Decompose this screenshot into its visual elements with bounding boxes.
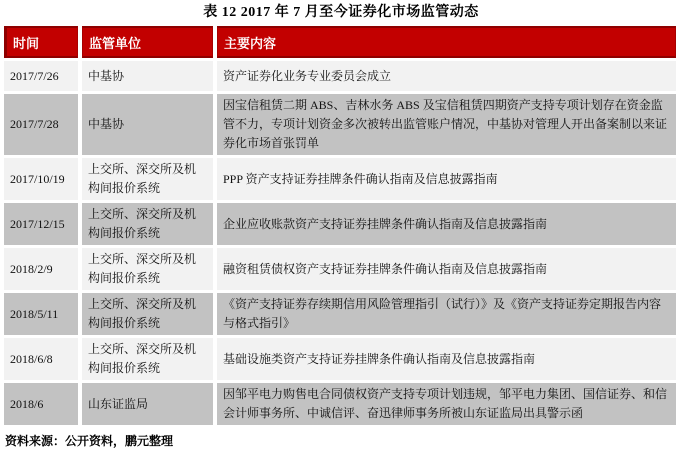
data-source-note: 资料来源：公开资料，鹏元整理	[5, 434, 174, 448]
header-cell-content: 主要内容	[217, 26, 676, 58]
cell-content: 融资租赁债权资产支持证券挂牌条件确认指南及信息披露指南	[217, 248, 676, 290]
table-row	[4, 248, 676, 290]
table-row	[4, 338, 676, 380]
cell-regulator: 上交所、深交所及机构间报价系统	[82, 248, 213, 290]
cell-content: 因邹平电力购售电合同债权资产支持专项计划违规，邹平电力集团、国信证券、和信会计师事务所、中诚信评、奋迅律师事务所被山东证监局出具警示函	[217, 383, 676, 425]
cell-content: 企业应收账款资产支持证券挂牌条件确认指南及信息披露指南	[217, 203, 676, 245]
cell-date: 2018/5/11	[4, 293, 78, 335]
cell-content: 《资产支持证券存续期信用风险管理指引（试行）》及《资产支持证券定期报告内容与格式指引》	[217, 293, 676, 335]
cell-regulator: 中基协	[82, 94, 213, 155]
cell-regulator: 上交所、深交所及机构间报价系统	[82, 293, 213, 335]
header-cell-regulator: 监管单位	[82, 26, 213, 58]
table-row	[4, 203, 676, 245]
regulation-table	[0, 23, 680, 428]
cell-date: 2017/7/26	[4, 61, 78, 91]
cell-date: 2017/10/19	[4, 158, 78, 200]
cell-date: 2017/12/15	[4, 203, 78, 245]
cell-regulator: 上交所、深交所及机构间报价系统	[82, 338, 213, 380]
cell-regulator: 山东证监局	[82, 383, 213, 425]
cell-date: 2018/6/8	[4, 338, 78, 380]
cell-regulator: 中基协	[82, 61, 213, 91]
cell-content: 资产证券化业务专业委员会成立	[217, 61, 676, 91]
table-header-row	[4, 26, 676, 58]
cell-regulator: 上交所、深交所及机构间报价系统	[82, 203, 213, 245]
table-title: 表 12 2017 年 7 月至今证券化市场监管动态	[203, 5, 479, 20]
cell-content: 基础设施类资产支持证券挂牌条件确认指南及信息披露指南	[217, 338, 676, 380]
table-row	[4, 61, 676, 91]
table-row	[4, 158, 676, 200]
table-row	[4, 94, 676, 155]
table-row	[4, 383, 676, 425]
cell-date: 2018/6	[4, 383, 78, 425]
header-cell-date: 时间	[4, 26, 78, 58]
cell-date: 2018/2/9	[4, 248, 78, 290]
cell-regulator: 上交所、深交所及机构间报价系统	[82, 158, 213, 200]
cell-content: PPP 资产支持证券挂牌条件确认指南及信息披露指南	[217, 158, 676, 200]
cell-date: 2017/7/28	[4, 94, 78, 155]
cell-content: 因宝信租赁二期 ABS、吉林水务 ABS 及宝信租赁四期资产支持专项计划存在资金监管不力，专项计划资金多次被转出监管账户情况，中基协对管理人开出备案制以来证券化市场首张罚单	[217, 94, 676, 155]
table-row	[4, 293, 676, 335]
